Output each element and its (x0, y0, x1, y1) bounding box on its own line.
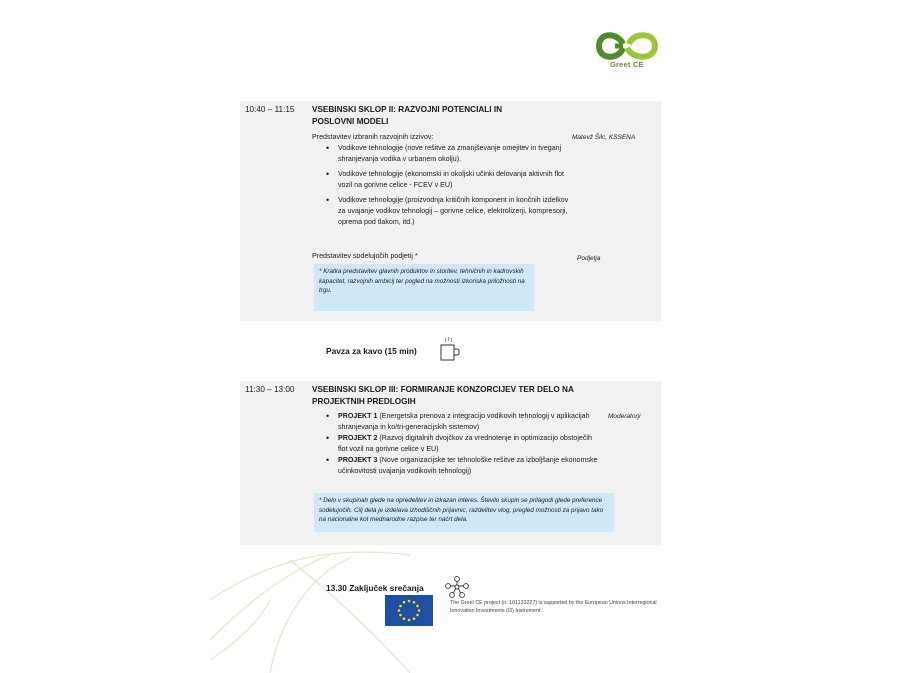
network-icon (443, 575, 471, 599)
project-name: PROJEKT 2 (338, 434, 378, 442)
session-3-projects (324, 411, 599, 477)
session-2-intro: Predstavitev izbranih razvojnih izzivov: (312, 133, 434, 141)
session-2-note: * Kratka predstavitev glavnih produktov in storitev, tehničnih in kadrovskih kapacitet, razvojnih ambicij ter pogled na možnosti izkoriska priložnosti na trgu. (314, 264, 534, 311)
coffee-cup-icon (438, 336, 462, 362)
list-item (324, 455, 599, 477)
project-desc: (Razvoj digitalnih dvojčkov za vrednotenje in optimizacijo obstoječih flot vozil na gorivne celice v EU) (338, 434, 592, 453)
companies-speaker: Podjetja (577, 255, 601, 262)
session-3-speaker: Moderatorji (608, 413, 641, 420)
coffee-break-label: Pavza za kavo (15 min) (326, 346, 417, 356)
project-name: PROJEKT 1 (338, 412, 378, 420)
eu-flag (385, 595, 433, 626)
session-3-time: 11:30 – 13:00 (245, 385, 295, 394)
list-item (324, 433, 599, 455)
logo-text: Greet CE (610, 60, 644, 69)
session-3-block (240, 381, 661, 545)
session-2-time: 10:40 – 11:15 (245, 105, 295, 114)
companies-label: Predstavitev sodelujočih podjetij * (312, 252, 418, 260)
list-item (324, 411, 599, 433)
eu-stars-icon (385, 595, 433, 626)
session-2-block (240, 101, 661, 321)
project-desc: (Energetska prenova z integracijo vodikovih tehnologij v aplikacijah shranjevanja in ko/tri-generacijskih sistemov) (338, 412, 590, 431)
session-3-note: * Delo v skupinah glede na opredelitev in izkazan interes. Število skupin se prilagodi glede preference sodelujočih. Cilj dela je izdelava izhodiščnih prijavnic, razdelitev vlog, pregled možnosti za prijavo tako na nacionalne kot mednarodne razpise ter načrt dela. (314, 493, 614, 532)
list-item: • Vodikove tehnologije (proizvodnja kritičnih komponent in končnih izdelkov za uvajanje vodikov tehnologij – gorivne celice, elektrolizerji, kompresorji, oprema pod tlakom, itd.) (324, 195, 569, 228)
session-2-bullets (324, 143, 569, 228)
project-desc: (Nove organizacijske ter tehnološke rešitve za izboljšanje ekonomske učinkovitosti uvajanja vodikovih tehnologij) (338, 456, 598, 475)
session-3-title: VSEBINSKI SKLOP III: FORMIRANJE KONZORCIJEV TER DELO NA PROJEKTNIH PREDLOGIH (312, 385, 574, 406)
session-2-speaker: Matevž Šilc, KSSENA (572, 134, 636, 141)
session-2-title: VSEBINSKI SKLOP II: RAZVOJNI POTENCIALI IN POSLOVNI MODELI (312, 105, 503, 126)
list-item: • Vodikove tehnologije (ekonomski in okoljski učinki delovanja aktivnih flot vozil na gorivne celice - FCEV v EU) (324, 169, 569, 191)
closing-label: 13.30 Zaključek srečanja (326, 583, 424, 593)
funding-statement: The Greet CE project (n. 101133227) is supported by the European Unions Interregional Innovation Investments (I3) Instrument. (450, 600, 657, 614)
project-name: PROJEKT 3 (338, 456, 378, 464)
list-item: • Vodikove tehnologije (nove rešitve za zmanjševanje omejitev in tveganj shranjevanja vodika v urbanem okolju). (324, 143, 569, 165)
agenda-page (210, 0, 690, 673)
